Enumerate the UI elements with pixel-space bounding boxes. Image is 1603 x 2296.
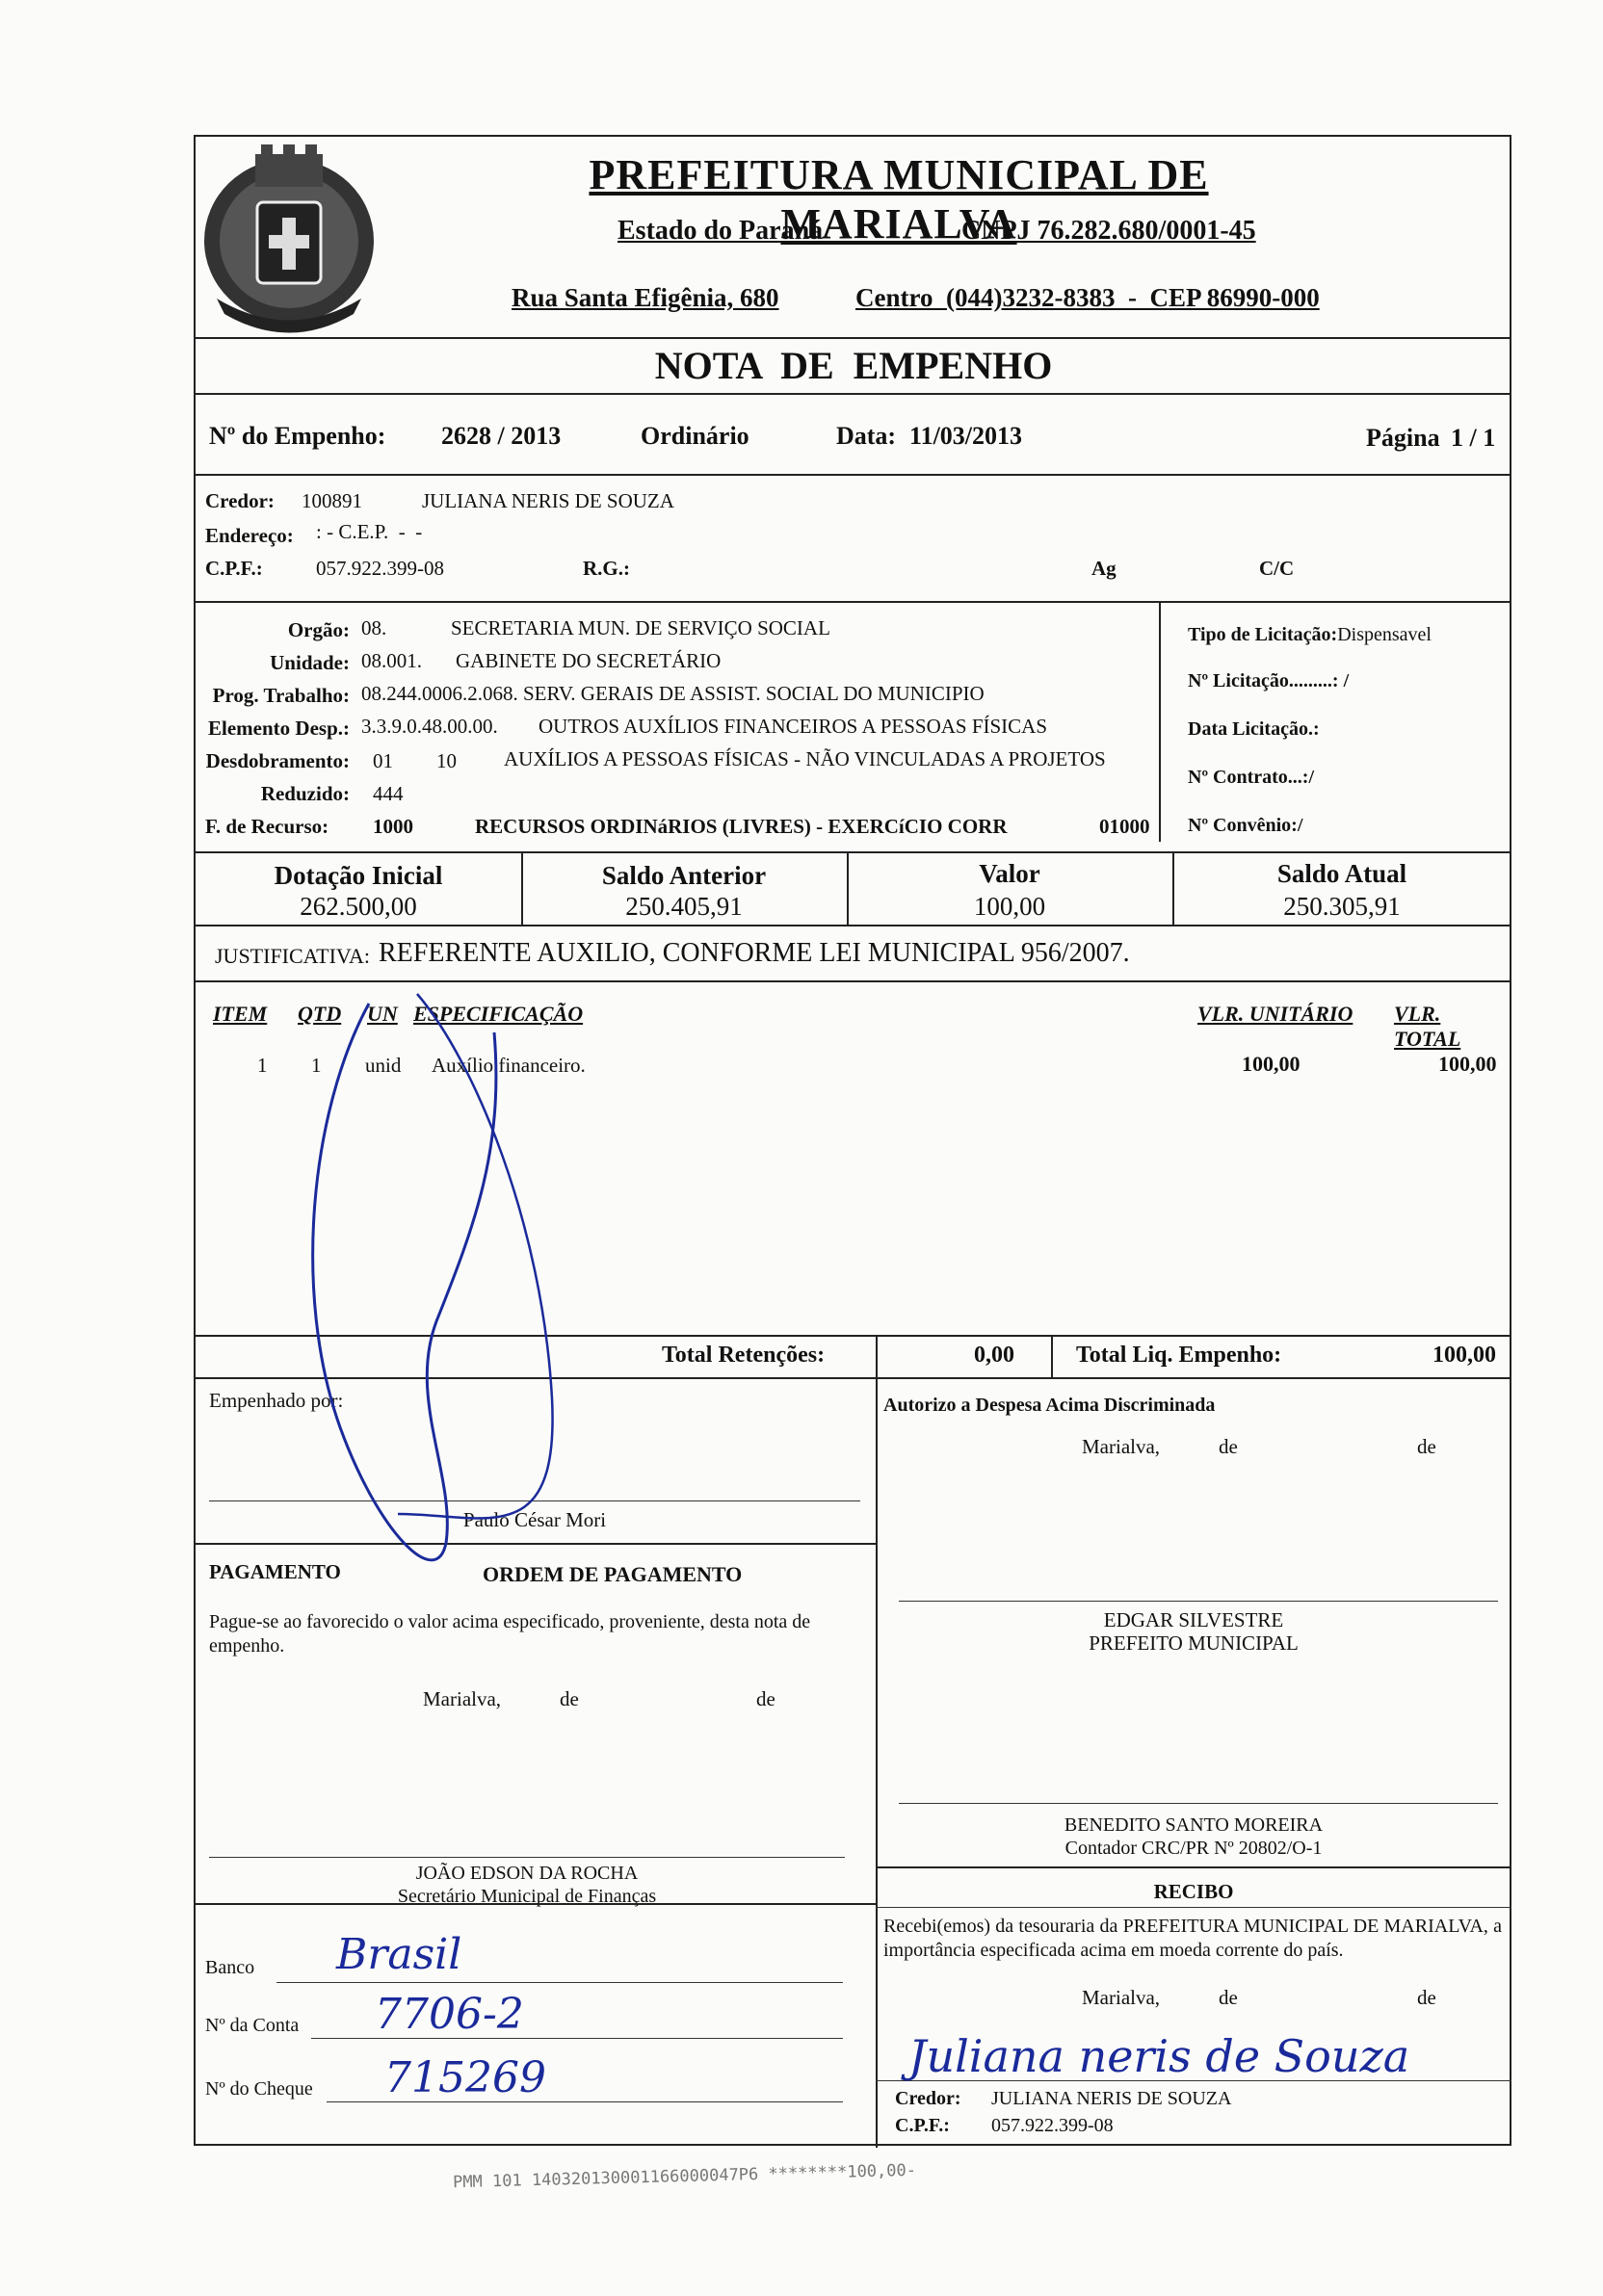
saldo-atual-value: 250.305,91 bbox=[1283, 892, 1401, 921]
autorizo-de1: de bbox=[1219, 1435, 1238, 1458]
justificativa-label: JUSTIFICATIVA: bbox=[215, 944, 370, 968]
autorizo-de2: de bbox=[1417, 1435, 1436, 1458]
reduzido-value: 444 bbox=[373, 782, 404, 805]
saldo-atual-label: Saldo Atual bbox=[1276, 859, 1407, 888]
col-vlr-total: VLR. TOTAL bbox=[1394, 1002, 1461, 1051]
prefeito-title: PREFEITO MUNICIPAL bbox=[1089, 1631, 1299, 1655]
item-total-value: 100,00 bbox=[1438, 1052, 1497, 1076]
banco-label: Banco bbox=[205, 1957, 255, 1978]
orgao-code: 08. bbox=[361, 616, 387, 639]
cheque-label: Nº do Cheque bbox=[205, 2078, 313, 2100]
address-value: : - C.E.P. - - bbox=[316, 520, 423, 543]
cpf-label: C.P.F.: bbox=[205, 557, 263, 580]
credor-receipt-name: JULIANA NERIS DE SOUZA bbox=[991, 2088, 1232, 2109]
reduzido-label: Reduzido: bbox=[260, 782, 350, 805]
recibo-de1: de bbox=[1219, 1986, 1238, 2009]
cc-label: C/C bbox=[1259, 557, 1295, 580]
pagamento-de2: de bbox=[756, 1687, 775, 1710]
saldo-anterior-value: 250.405,91 bbox=[625, 892, 743, 921]
recibo-text: Recebi(emos) da tesouraria da PREFEITURA MUNICIPAL DE MARIALVA, a importância especificada acima em moeda corrente do país. bbox=[883, 1916, 1502, 1961]
conta-label: Nº da Conta bbox=[205, 2015, 300, 2036]
orgao-name: SECRETARIA MUN. DE SERVIÇO SOCIAL bbox=[451, 616, 830, 639]
nota-de-empenho-form bbox=[194, 135, 1511, 2146]
desdobramento-label: Desdobramento: bbox=[205, 749, 350, 772]
recibo-de2: de bbox=[1417, 1986, 1436, 2009]
prog-label: Prog. Trabalho: bbox=[212, 684, 350, 707]
dotacao-value: 262.500,00 bbox=[300, 892, 417, 921]
unidade-label: Unidade: bbox=[270, 651, 350, 674]
date-label: Data: bbox=[836, 422, 897, 450]
recibo-city: Marialva, bbox=[1082, 1986, 1161, 2009]
state-name: Estado do Paraná bbox=[618, 216, 824, 246]
liquido-label: Total Liq. Empenho: bbox=[1076, 1343, 1282, 1368]
item-qtd: 1 bbox=[311, 1054, 322, 1077]
desdobramento-sub: 10 bbox=[436, 749, 457, 772]
credor-cpf-label: C.P.F.: bbox=[895, 2115, 950, 2136]
prefeito-name: EDGAR SILVESTRE bbox=[1103, 1608, 1284, 1631]
pagamento-de1: de bbox=[560, 1687, 579, 1710]
recurso-label: F. de Recurso: bbox=[205, 815, 329, 838]
contador-title: Contador CRC/PR Nº 20802/O-1 bbox=[1064, 1838, 1323, 1859]
elemento-label: Elemento Desp.: bbox=[208, 717, 350, 740]
recurso-number: 01000 bbox=[1099, 815, 1150, 838]
recibo-label: RECIBO bbox=[1153, 1880, 1234, 1903]
credor-cpf-value: 057.922.399-08 bbox=[991, 2115, 1114, 2136]
empenho-label: Nº do Empenho: bbox=[209, 422, 386, 450]
document-title: NOTA DE EMPENHO bbox=[654, 344, 1053, 387]
cnpj: CNPJ 76.282.680/0001-45 bbox=[961, 216, 1256, 246]
col-item: ITEM bbox=[213, 1002, 268, 1026]
credor-name: JULIANA NERIS DE SOUZA bbox=[422, 489, 674, 512]
desdobramento-code: 01 bbox=[373, 749, 393, 772]
item-unit-value: 100,00 bbox=[1242, 1052, 1301, 1076]
banco-handwritten: Brasil bbox=[336, 1930, 462, 1979]
cheque-handwritten: 715269 bbox=[384, 2053, 546, 2102]
elemento-code: 3.3.9.0.48.00.00. bbox=[361, 715, 498, 738]
recurso-name: RECURSOS ORDINáRIOS (LIVRES) - EXERCíCIO CORR bbox=[475, 815, 1008, 838]
page-label: Página bbox=[1366, 424, 1440, 452]
col-vlr-unitario: VLR. UNITÁRIO bbox=[1197, 1002, 1353, 1026]
ordem-pagamento-text: Pague-se ao favorecido o valor acima especificado, proveniente, desta nota de empenho. bbox=[209, 1611, 811, 1657]
conta-handwritten: 7706-2 bbox=[375, 1990, 524, 2039]
contador-name: BENEDITO SANTO MOREIRA bbox=[1064, 1814, 1324, 1836]
orgao-label: Orgão: bbox=[287, 618, 350, 641]
elemento-name: OUTROS AUXÍLIOS FINANCEIROS A PESSOAS FÍSICAS bbox=[539, 715, 1048, 738]
rg-label: R.G.: bbox=[583, 557, 630, 580]
recurso-code: 1000 bbox=[373, 815, 413, 838]
unidade-name: GABINETE DO SECRETÁRIO bbox=[456, 649, 722, 672]
col-qtd: QTD bbox=[298, 1002, 342, 1026]
footer-authentication-code: PMM 101 140320130001166000047P6 ********100,00- bbox=[452, 2160, 917, 2193]
empenho-date: 11/03/2013 bbox=[909, 422, 1023, 450]
numero-contrato: Nº Contrato...:/ bbox=[1188, 767, 1315, 788]
item-un: unid bbox=[365, 1054, 402, 1077]
credor-label: Credor: bbox=[205, 489, 275, 512]
numero-licitacao: Nº Licitação.........: / bbox=[1188, 670, 1350, 691]
prog-name: SERV. GERAIS DE ASSIST. SOCIAL DO MUNICIPIO bbox=[523, 682, 985, 705]
empenho-number: 2628 / 2013 bbox=[441, 422, 562, 450]
ag-label: Ag bbox=[1091, 557, 1117, 580]
retencoes-label: Total Retenções: bbox=[662, 1343, 826, 1368]
pen-annotation-mark bbox=[253, 975, 619, 1630]
secretario-title: Secretário Municipal de Finanças bbox=[397, 1886, 657, 1907]
data-licitacao: Data Licitação.: bbox=[1188, 718, 1320, 740]
col-especificacao: ESPECIFICAÇÃO bbox=[413, 1002, 584, 1026]
prog-code: 08.244.0006.2.068. bbox=[361, 682, 518, 705]
empenhado-name: Paulo César Mori bbox=[462, 1508, 607, 1531]
justificativa-text: REFERENTE AUXILIO, CONFORME LEI MUNICIPAL 956/2007. bbox=[379, 938, 1130, 968]
empenhado-label: Empenhado por: bbox=[209, 1389, 344, 1412]
item-number: 1 bbox=[257, 1054, 268, 1077]
unidade-code: 08.001. bbox=[361, 649, 422, 672]
empenho-type: Ordinário bbox=[641, 422, 749, 450]
saldo-anterior-label: Saldo Anterior bbox=[601, 861, 767, 890]
cpf-value: 057.922.399-08 bbox=[316, 557, 444, 580]
col-un: UN bbox=[367, 1002, 398, 1026]
secretario-name: JOÃO EDSON DA ROCHA bbox=[415, 1863, 639, 1884]
numero-convenio: Nº Convênio:/ bbox=[1188, 815, 1303, 836]
credor-code: 100891 bbox=[302, 489, 362, 512]
pagamento-city: Marialva, bbox=[423, 1687, 502, 1710]
credor-receipt-label: Credor: bbox=[895, 2088, 961, 2109]
street-address: Rua Santa Efigênia, 680 bbox=[512, 283, 779, 312]
item-spec: Auxílio financeiro. bbox=[432, 1054, 586, 1077]
desdobramento-name: AUXÍLIOS A PESSOAS FÍSICAS - NÃO VINCULADAS A PROJETOS bbox=[504, 747, 1106, 770]
credor-signature: Juliana neris de Souza bbox=[908, 2030, 1410, 2082]
tipo-licitacao-label: Tipo de Licitação:Dispensavel bbox=[1188, 624, 1432, 645]
autorizo-city: Marialva, bbox=[1082, 1435, 1161, 1458]
municipality-title: PREFEITURA MUNICIPAL DE MARIALVA bbox=[589, 151, 1209, 248]
contact-address: Centro (044)3232-8383 - CEP 86990-000 bbox=[855, 283, 1320, 312]
valor-value: 100,00 bbox=[973, 892, 1046, 921]
pagamento-label: PAGAMENTO bbox=[209, 1560, 341, 1583]
retencoes-value: 0,00 bbox=[974, 1343, 1014, 1368]
liquido-value: 100,00 bbox=[1432, 1343, 1496, 1368]
page-number: 1 / 1 bbox=[1451, 424, 1496, 452]
address-label: Endereço: bbox=[205, 524, 294, 547]
dotacao-label: Dotação Inicial bbox=[274, 861, 443, 890]
ordem-pagamento-label: ORDEM DE PAGAMENTO bbox=[483, 1562, 743, 1586]
valor-label: Valor bbox=[979, 859, 1040, 888]
autorizo-label: Autorizo a Despesa Acima Discriminada bbox=[883, 1395, 1216, 1416]
